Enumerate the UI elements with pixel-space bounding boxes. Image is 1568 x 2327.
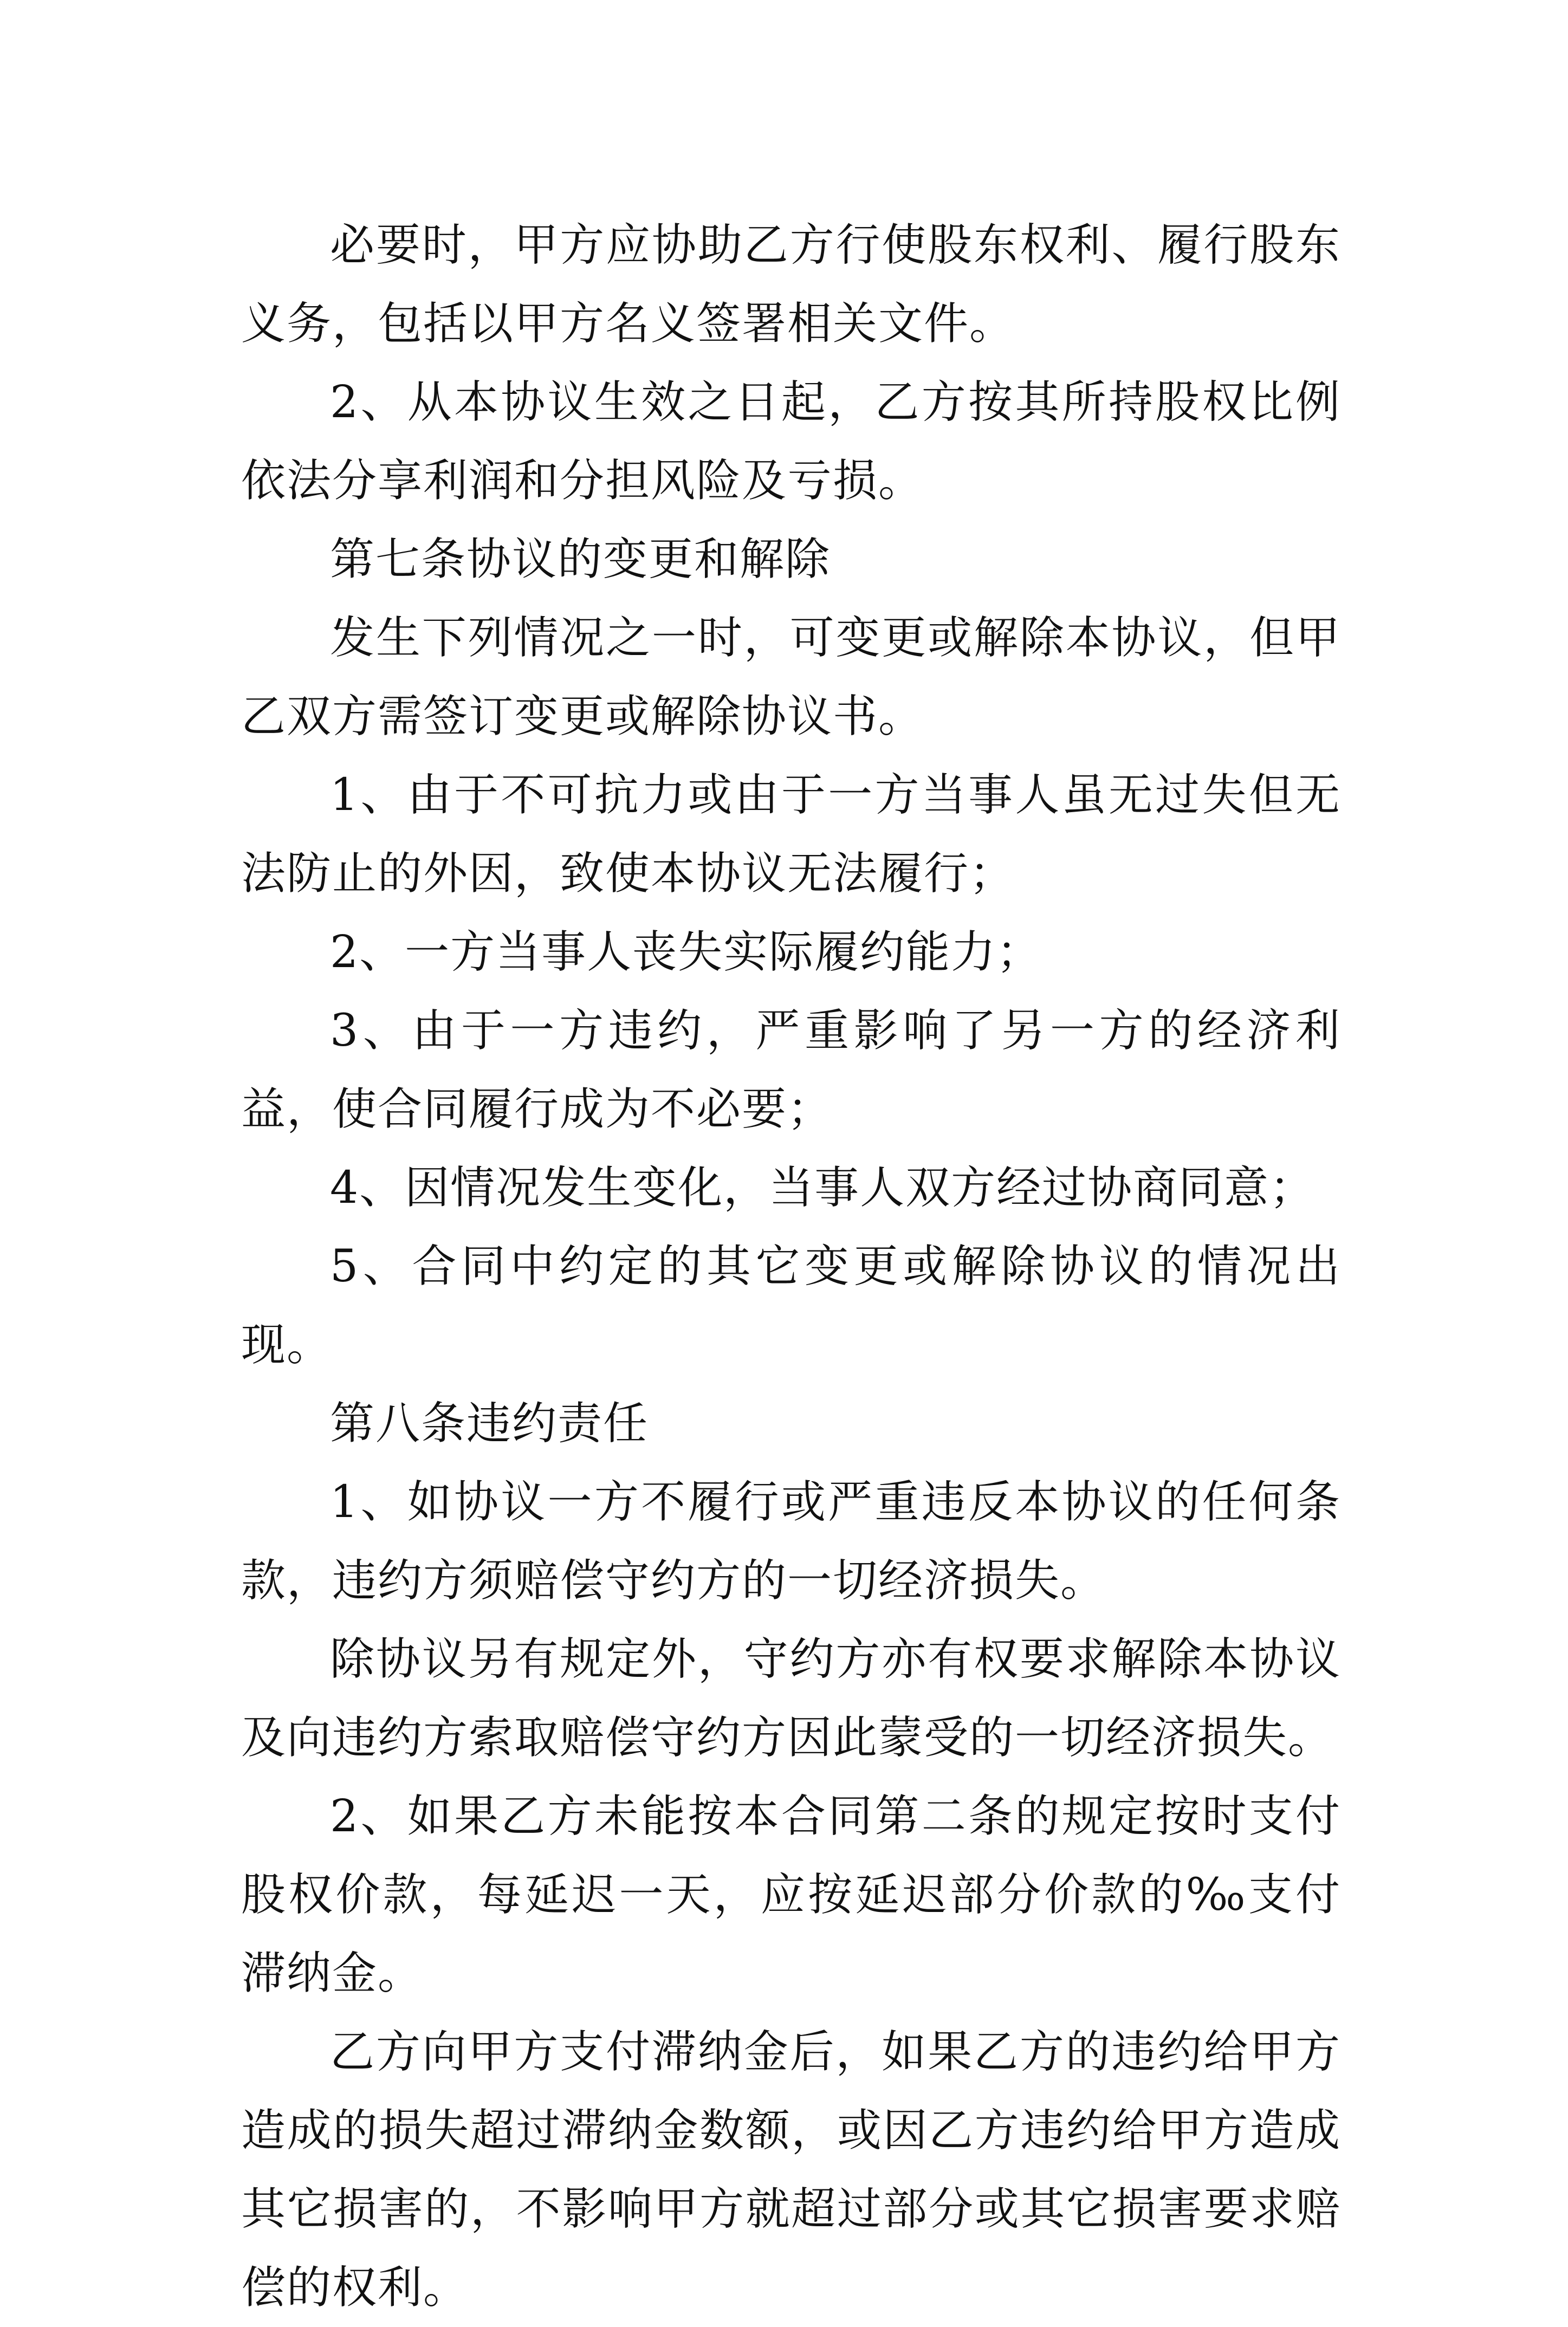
paragraph-loss-of-capacity: 2、一方当事人丧失实际履约能力；	[330, 926, 1042, 978]
paragraph-breach-compensation: 1、如协议一方不履行或严重违反本协议的任何条款，违约方须赔偿守约方的一切经济损失。	[241, 1476, 1341, 1606]
paragraph-mutual-agreement: 4、因情况发生变化，当事人双方经过协商同意；	[330, 1162, 1316, 1214]
heading-article-7: 第七条协议的变更和解除	[330, 534, 831, 585]
paragraph-termination-right: 除协议另有规定外，守约方亦有权要求解除本协议及向违约方索取赔偿守约方因此蒙受的一切经济损失。	[241, 1634, 1341, 1764]
paragraph-force-majeure: 1、由于不可抗力或由于一方当事人虽无过失但无法防止的外因，致使本协议无法履行；	[241, 769, 1341, 899]
paragraph-late-payment: 2、如果乙方未能按本合同第二条的规定按时支付股权价款，每延迟一天，应按延迟部分价款的‰支付滞纳金。	[241, 1791, 1341, 1999]
paragraph-change-conditions: 发生下列情况之一时，可变更或解除本协议，但甲乙双方需签订变更或解除协议书。	[241, 612, 1341, 742]
paragraph-breach-impact: 3、由于一方违约，严重影响了另一方的经济利益，使合同履行成为不必要；	[241, 1005, 1341, 1135]
document-body	[241, 206, 1341, 2327]
paragraph-profit-sharing: 2、从本协议生效之日起，乙方按其所持股权比例依法分享利润和分担风险及亏损。	[241, 377, 1341, 507]
paragraph-other-conditions: 5、合同中约定的其它变更或解除协议的情况出现。	[241, 1241, 1341, 1371]
heading-article-8: 第八条违约责任	[330, 1398, 649, 1449]
paragraph-assist-shareholder-rights: 必要时，甲方应协助乙方行使股东权利、履行股东义务，包括以甲方名义签署相关文件。	[241, 219, 1341, 349]
paragraph-additional-damages: 乙方向甲方支付滞纳金后，如果乙方的违约给甲方造成的损失超过滞纳金数额，或因乙方违约给甲方造成其它损害的，不影响甲方就超过部分或其它损害要求赔偿的权利。	[241, 2026, 1341, 2313]
